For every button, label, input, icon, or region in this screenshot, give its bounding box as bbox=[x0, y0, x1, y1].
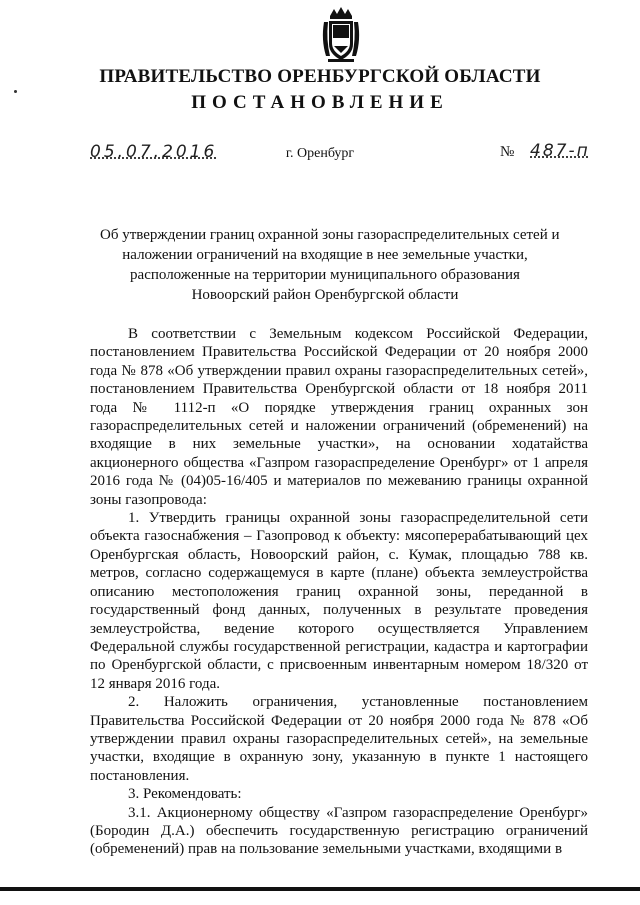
subject-line: наложении ограничений на входящие в нее земельные участки, bbox=[122, 247, 528, 263]
clause-3-paragraph: 3. Рекомендовать: bbox=[128, 786, 242, 803]
subject-line: Новоорский район Оренбургской области bbox=[191, 287, 459, 303]
clause-1-paragraph: 1. Утвердить границы охранной зоны газораспределительной сети объекта газоснабжения – Газопровод к объекту: мясоперерабатывающий цех Оренбургская область, Новоорский район, с. Кумак, площадью 788 кв. метров, согласно содержащемуся в карте (плане) объекта землеустройства описанию местоположения границ охранной зоны, переданной в государственный фонд данных, полученных в результате проведения землеустройства, ведение которого осуществляется Управлением Федеральной службы государственной регистрации, кадастра и картографии по Оренбургской области, с присвоенным инвентарным номером 18/320 от 12 января 2016 года. bbox=[90, 510, 588, 692]
coat-of-arms-icon bbox=[318, 6, 364, 64]
preamble-paragraph: В соответствии с Земельным кодексом Российской Федерации, постановлением Правительства Российской Федерации от 20 ноября 2000 года № 878 «Об утверждении правил охраны газораспределительных сетей», постановлением Правительства Оренбургской области от 18 ноября 2011 года № 1112-п «О порядке утверждения границ охранных зон газораспределительных сетей и наложении ограничений (обременений) на входящие в них земельные участки», на основании ходатайства акционерного общества «Газпром газораспределение Оренбург» от 1 апреля 2016 года № (04)05-16/405 и материалов по межеванию границы охранной зоны газопровода: bbox=[90, 326, 588, 508]
number-label: № bbox=[500, 144, 515, 160]
document-city: г. Оренбург bbox=[285, 146, 355, 161]
document-number: 487-п bbox=[530, 141, 590, 161]
document-type: ПОСТАНОВЛЕНИЕ bbox=[191, 92, 449, 113]
document-date: 05.07.2016 bbox=[90, 142, 218, 162]
document-body bbox=[90, 325, 588, 859]
subject-line: Об утверждении границ охранной зоны газораспределительных сетей и bbox=[100, 227, 560, 243]
subject-line: расположенные на территории муниципального образования bbox=[130, 267, 520, 283]
clause-2-paragraph: 2. Наложить ограничения, установленные постановлением Правительства Российской Федерации от 20 ноября 2000 года № 878 «Об утверждении правил охраны газораспределительных сетей», на земельные участки, входящие в охранную зону, указанную в пункте 1 настоящего постановления. bbox=[90, 694, 588, 784]
document-subject bbox=[100, 225, 560, 305]
page-bottom-border bbox=[0, 887, 640, 891]
government-title: ПРАВИТЕЛЬСТВО ОРЕНБУРГСКОЙ ОБЛАСТИ bbox=[99, 66, 541, 87]
clause-3-1-paragraph: 3.1. Акционерному обществу «Газпром газораспределение Оренбург» (Бородин Д.А.) обеспечить государственную регистрацию ограничений (обременений) прав на пользование земельными участками, входящими в bbox=[90, 804, 588, 858]
